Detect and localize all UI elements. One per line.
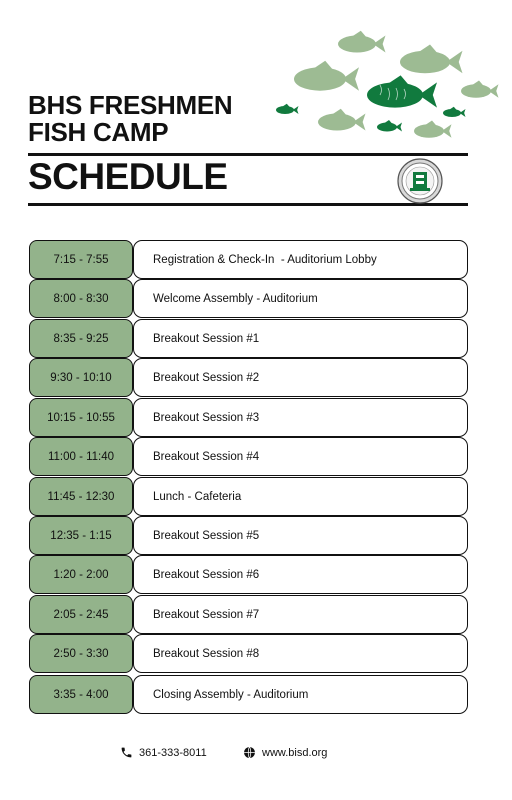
schedule-row: [29, 358, 469, 397]
schedule-row: [29, 675, 469, 714]
time-slot: 8:00 - 8:30: [29, 279, 133, 318]
event-name: Welcome Assembly - Auditorium: [133, 279, 468, 318]
schedule-row: [29, 240, 469, 279]
time-slot: 2:50 - 3:30: [29, 634, 133, 673]
fish-illustration: [270, 28, 510, 148]
schedule-row: [29, 319, 469, 358]
time-slot: 2:05 - 2:45: [29, 595, 133, 634]
event-name: Breakout Session #7: [133, 595, 468, 634]
time-slot: 11:45 - 12:30: [29, 477, 133, 516]
time-slot: 3:35 - 4:00: [29, 675, 133, 714]
phone-number: 361-333-8011: [139, 746, 207, 759]
event-name: Breakout Session #1: [133, 319, 468, 358]
schedule-row: [29, 279, 469, 318]
event-name: Closing Assembly - Auditorium: [133, 675, 468, 714]
schedule-heading: SCHEDULE: [28, 156, 228, 197]
fish-light-6: [414, 121, 452, 138]
time-slot: 11:00 - 11:40: [29, 437, 133, 476]
schedule-row: [29, 595, 469, 634]
schedule-row: [29, 437, 469, 476]
event-title-line-2: FISH CAMP: [28, 117, 169, 147]
website-url: www.bisd.org: [262, 746, 328, 759]
fish-dark-1: [367, 75, 437, 107]
school-logo: [397, 158, 443, 204]
event-name: Breakout Session #4: [133, 437, 468, 476]
event-name: Breakout Session #2: [133, 358, 468, 397]
fish-dark-3: [443, 107, 466, 117]
time-slot: 10:15 - 10:55: [29, 398, 133, 437]
fish-light-1: [338, 31, 386, 53]
schedule-row: [29, 555, 469, 594]
fish-light-4: [461, 81, 499, 98]
event-name: Breakout Session #3: [133, 398, 468, 437]
time-slot: 8:35 - 9:25: [29, 319, 133, 358]
time-slot: 9:30 - 10:10: [29, 358, 133, 397]
fish-light-5: [318, 109, 366, 131]
time-slot: 7:15 - 7:55: [29, 240, 133, 279]
contact-phone[interactable]: [120, 746, 207, 759]
event-name: Registration & Check-In - Auditorium Lobby: [133, 240, 468, 279]
event-name: Lunch - Cafeteria: [133, 477, 468, 516]
fish-light-2: [400, 45, 463, 74]
event-name: Breakout Session #8: [133, 634, 468, 673]
event-name: Breakout Session #5: [133, 516, 468, 555]
time-slot: 12:35 - 1:15: [29, 516, 133, 555]
time-slot: 1:20 - 2:00: [29, 555, 133, 594]
fish-dark-4: [377, 120, 402, 132]
schedule-row: [29, 398, 469, 437]
schedule-row: [29, 516, 469, 555]
schedule-row: [29, 634, 469, 673]
contact-website[interactable]: [243, 746, 327, 759]
phone-icon: [120, 746, 133, 759]
fish-dark-2: [276, 104, 299, 114]
globe-icon: [243, 746, 256, 759]
event-title-line-1: BHS FRESHMEN: [28, 90, 233, 120]
fish-light-3: [294, 61, 359, 91]
schedule-row: [29, 477, 469, 516]
event-name: Breakout Session #6: [133, 555, 468, 594]
